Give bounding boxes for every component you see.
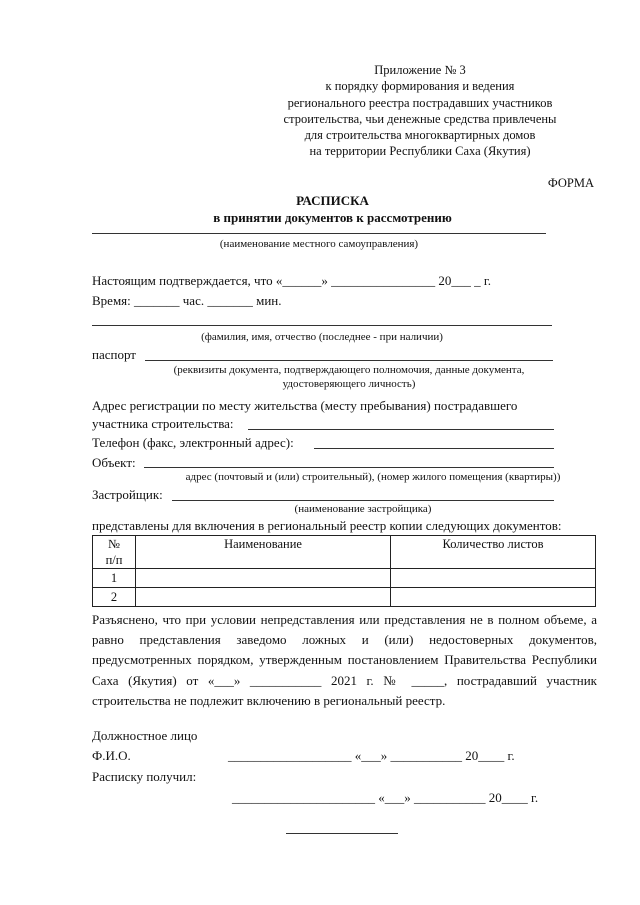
official-signature-line[interactable]: ___________________ «___» ___________ 20____ г. bbox=[228, 748, 515, 763]
developer-label: Застройщик: bbox=[92, 487, 163, 502]
table-row bbox=[93, 588, 596, 607]
time-line[interactable]: Время: _______ час. _______ мин. bbox=[92, 293, 282, 308]
phone-line[interactable] bbox=[314, 448, 554, 449]
passport-label: паспорт bbox=[92, 347, 136, 362]
footnote-separator bbox=[286, 833, 398, 834]
phone-label: Телефон (факс, электронный адрес): bbox=[92, 435, 294, 450]
column-header-name: Наименование bbox=[136, 536, 391, 569]
appendix-line: Приложение № 3 bbox=[374, 63, 466, 77]
form-label: ФОРМА bbox=[547, 176, 594, 190]
appendix-header bbox=[250, 62, 590, 160]
appendix-line: для строительства многоквартирных домов bbox=[304, 128, 536, 143]
municipality-line[interactable] bbox=[92, 233, 546, 234]
passport-caption-1: (реквизиты документа, подтверждающего полномочия, данные документа, bbox=[173, 364, 525, 376]
fio-caption: (фамилия, имя, отчество (последнее - при наличии) bbox=[201, 331, 443, 343]
fio-line[interactable] bbox=[92, 325, 552, 326]
row-count-cell[interactable] bbox=[391, 588, 596, 607]
table-row bbox=[93, 569, 596, 588]
appendix-line: на территории Республики Саха (Якутия) bbox=[309, 144, 531, 159]
column-header-number: № п/п bbox=[93, 536, 136, 569]
municipality-caption: (наименование местного самоуправления) bbox=[219, 238, 419, 250]
address-label-2: участника строительства: bbox=[92, 416, 234, 431]
column-header-count: Количество листов bbox=[391, 536, 596, 569]
object-caption: адрес (почтовый и (или) строительный), (номер жилого помещения (квартиры)) bbox=[185, 471, 561, 483]
address-label: Адрес регистрации по месту жительства (месту пребывания) пострадавшего bbox=[92, 398, 518, 413]
row-number: 2 bbox=[93, 588, 136, 607]
object-line[interactable] bbox=[144, 467, 554, 468]
explanation-paragraph: Разъяснено, что при условии непредставления или представления не в полном объеме, а равно представления заведомо ложных и (или) недостоверных документов, предусмотренных порядком, утвержденным постановлением Правительства Республики Саха (Якутия) от «___» ___________ 2021 г. № _____, пострадавший участник строительства не подлежит включению в региональный реестр. bbox=[92, 612, 597, 708]
document-title: РАСПИСКА bbox=[296, 193, 369, 208]
fio-signature-label: Ф.И.О. bbox=[92, 748, 131, 763]
address-line[interactable] bbox=[248, 429, 554, 430]
developer-line[interactable] bbox=[172, 500, 554, 501]
documents-table bbox=[92, 535, 596, 607]
received-label: Расписку получил: bbox=[92, 769, 197, 784]
object-label: Объект: bbox=[92, 455, 136, 470]
official-label: Должностное лицо bbox=[92, 728, 198, 743]
row-number: 1 bbox=[93, 569, 136, 588]
developer-caption: (наименование застройщика) bbox=[294, 503, 432, 515]
received-signature-line[interactable]: ______________________ «___» ___________ 20____ г. bbox=[232, 790, 539, 805]
table-header-row bbox=[93, 536, 596, 569]
passport-caption-2: удостоверяющего личность) bbox=[282, 378, 416, 390]
row-name-cell[interactable] bbox=[136, 569, 391, 588]
appendix-line: строительства, чьи денежные средства привлечены bbox=[283, 111, 557, 126]
confirm-date-line[interactable]: Настоящим подтверждается, что «______» ________________ 20___ _ г. bbox=[92, 273, 491, 288]
appendix-line: к порядку формирования и ведения bbox=[325, 79, 515, 94]
row-name-cell[interactable] bbox=[136, 588, 391, 607]
passport-line[interactable] bbox=[145, 360, 553, 361]
appendix-line: регионального реестра пострадавших участников bbox=[287, 95, 553, 110]
presented-label: представлены для включения в региональный реестр копии следующих документов: bbox=[92, 518, 562, 533]
row-count-cell[interactable] bbox=[391, 569, 596, 588]
document-subtitle: в принятии документов к рассмотрению bbox=[213, 210, 452, 225]
